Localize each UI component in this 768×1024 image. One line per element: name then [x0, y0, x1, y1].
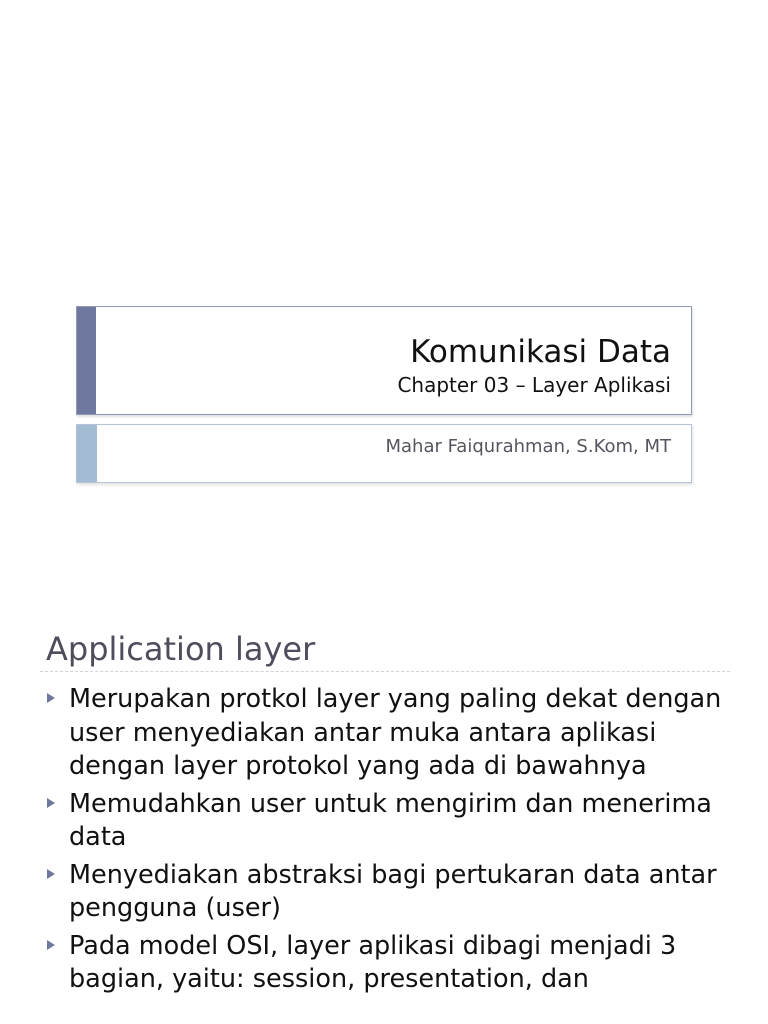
bullet-text: Memudahkan user untuk mengirim dan menerima data	[69, 788, 712, 852]
title-text-group	[397, 333, 671, 398]
bullet-list	[44, 683, 734, 1001]
bullet-arrow-icon	[47, 940, 55, 950]
list-item	[44, 683, 734, 784]
list-item	[44, 859, 734, 926]
bullet-text: Menyediakan abstraksi bagi pertukaran data antar pengguna (user)	[69, 859, 717, 923]
bullet-text: Pada model OSI, layer aplikasi dibagi menjadi 3 bagian, yaitu: session, presentation, dan	[69, 930, 677, 994]
list-item	[44, 930, 734, 997]
list-item	[44, 788, 734, 855]
title-box	[76, 306, 692, 415]
author-accent-bar	[77, 425, 97, 482]
bullet-arrow-icon	[47, 869, 55, 879]
author-name: Mahar Faiqurahman, S.Kom, MT	[385, 436, 671, 457]
bullet-text: Merupakan protkol layer yang paling dekat dengan user menyediakan antar muka antara aplikasi dengan layer protokol yang ada di bawahnya	[69, 684, 722, 781]
slide-subtitle: Chapter 03 – Layer Aplikasi	[397, 373, 671, 397]
heading-divider	[40, 671, 730, 672]
slide-heading: Application layer	[46, 630, 316, 668]
slide-title: Komunikasi Data	[410, 334, 671, 370]
author-box	[76, 424, 692, 483]
bullet-arrow-icon	[47, 693, 55, 703]
bullet-arrow-icon	[47, 798, 55, 808]
title-accent-bar	[77, 307, 96, 414]
